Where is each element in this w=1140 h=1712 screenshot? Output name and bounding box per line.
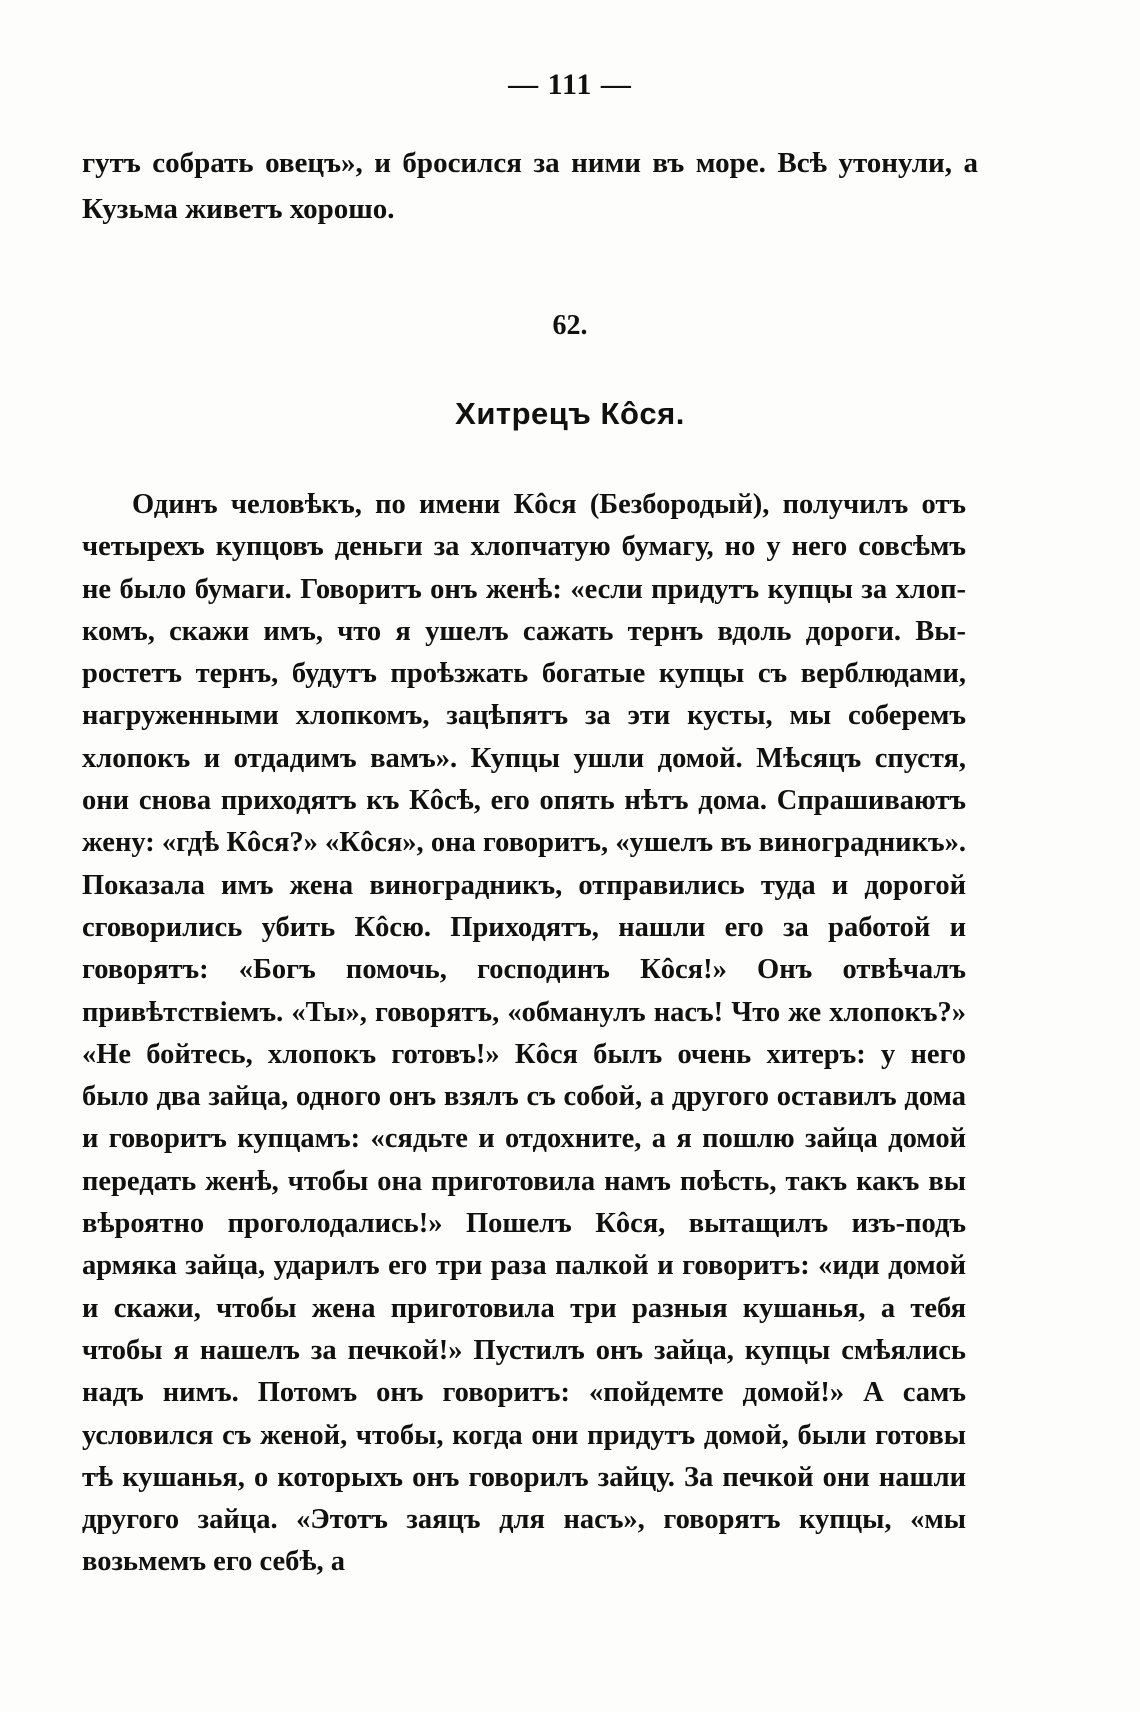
story-number: 62. — [552, 310, 588, 341]
page-number: — 111 — — [508, 68, 632, 101]
story-title: Хитрецъ Кôся. — [455, 396, 685, 431]
previous-story-ending: гутъ собрать овецъ», и бросился за ними въ море. Всѣ утонули, а Кузьма живетъ хорошо. — [82, 147, 978, 225]
story-body-text: Одинъ человѣкъ, по имени Кôся (Безбородый), получилъ отъ четырехъ купцовъ деньги за хлопчатую бумагу, но у него совсѣмъ не было бумаги. Говоритъ онъ женѣ: «если придутъ купцы за хлопкомъ, скажи имъ, что я ушелъ сажать тернъ вдоль дороги. Выростетъ тернъ, будутъ проѣзжать богатые купцы съ верблюдами, нагруженными хлопкомъ, зацѣпятъ за эти кусты, мы соберемъ хлопокъ и отдадимъ вамъ». Купцы ушли домой. Мѣсяцъ спустя, они снова приходятъ къ Кôсѣ, его опять нѣтъ дома. Спрашиваютъ жену: «гдѣ Кôся?» «Кôся», она говоритъ, «ушелъ въ виноградникъ». Показала имъ жена виноградникъ, отправились туда и дорогой сговорились убить Кôсю. Приходятъ, нашли его за работой и говорятъ: «Богъ помочь, господинъ Кôся!» Онъ отвѣчалъ привѣтствіемъ. «Ты», говорятъ, «обманулъ насъ! Что же хлопокъ?» «Не бойтесь, хлопокъ готовъ!» Кôся былъ очень хитеръ: у него было два зайца, одного онъ взялъ съ собой, а другого оставилъ дома и говоритъ купцамъ: «сядьте и отдохните, а я пошлю зайца домой передать женѣ, чтобы она приготовила намъ поѣсть, такъ какъ вы вѣроятно проголодались!» Пошелъ Кôся, вытащилъ изъ-подъ армяка зайца, ударилъ его три раза палкой и говоритъ: «иди домой и скажи, чтобы жена приготовила три разныя кушанья, а тебя чтобы я нашелъ за печкой!» Пустилъ онъ зайца, купцы смѣялись надъ нимъ. Потомъ онъ говоритъ: «пойдемте домой!» А самъ условился съ женой, чтобы, когда они придутъ домой, были готовы тѣ кушанья, о которыхъ онъ говорилъ зайцу. За печкой они нашли другого зайца. «Этотъ заяцъ для насъ», говорятъ купцы, «мы возьмемъ его себѣ, а — [82, 489, 966, 1578]
